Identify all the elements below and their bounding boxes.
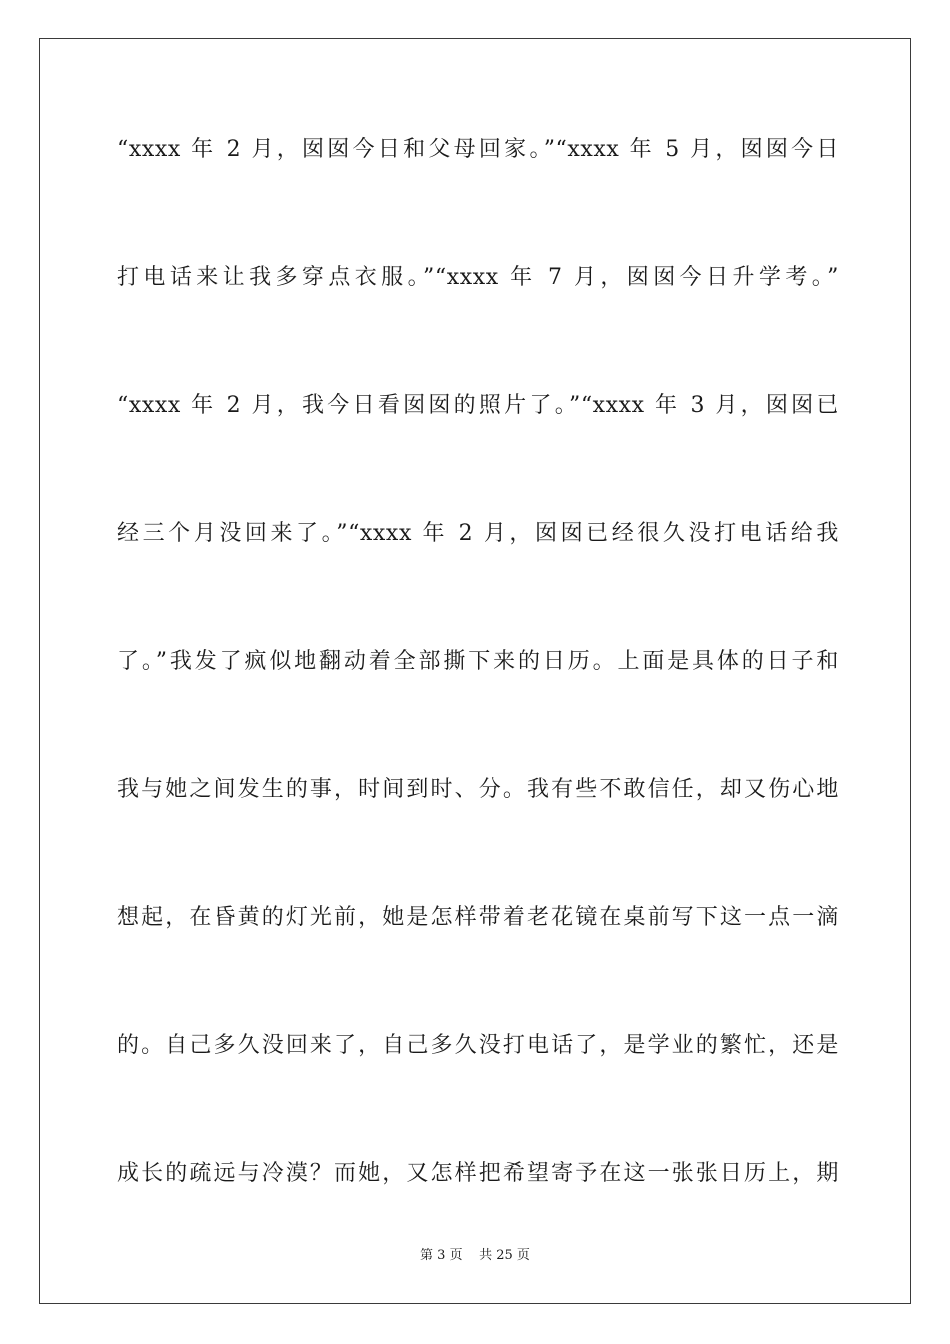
text-line: 了。”我发了疯似地翻动着全部撕下来的日历。上面是具体的日子和 xyxy=(117,649,839,674)
page-total: 共 25 页 xyxy=(479,1248,530,1263)
text-line: “xxxx 年 2 月，囡囡今日和父母回家。”“xxxx 年 5 月，囡囡今日 xyxy=(117,137,839,162)
document-body xyxy=(117,120,839,1272)
text-line: 我与她之间发生的事，时间到时、分。我有些不敢信任，却又伤心地 xyxy=(117,777,839,802)
text-line: 打电话来让我多穿点衣服。”“xxxx 年 7 月，囡囡今日升学考。” xyxy=(117,265,839,290)
text-line: 想起，在昏黄的灯光前，她是怎样带着老花镜在桌前写下这一点一滴 xyxy=(117,905,839,930)
page-number: 第 3 页 xyxy=(420,1248,463,1263)
text-line: 经三个月没回来了。”“xxxx 年 2 月，囡囡已经很久没打电话给我 xyxy=(117,521,839,546)
text-line: “xxxx 年 2 月，我今日看囡囡的照片了。”“xxxx 年 3 月，囡囡已 xyxy=(117,393,839,418)
text-line: 成长的疏远与冷漠？而她，又怎样把希望寄予在这一张张日历上，期 xyxy=(117,1161,839,1186)
text-line: 的。自己多久没回来了，自己多久没打电话了，是学业的繁忙，还是 xyxy=(117,1033,839,1058)
page-footer xyxy=(0,1246,950,1266)
